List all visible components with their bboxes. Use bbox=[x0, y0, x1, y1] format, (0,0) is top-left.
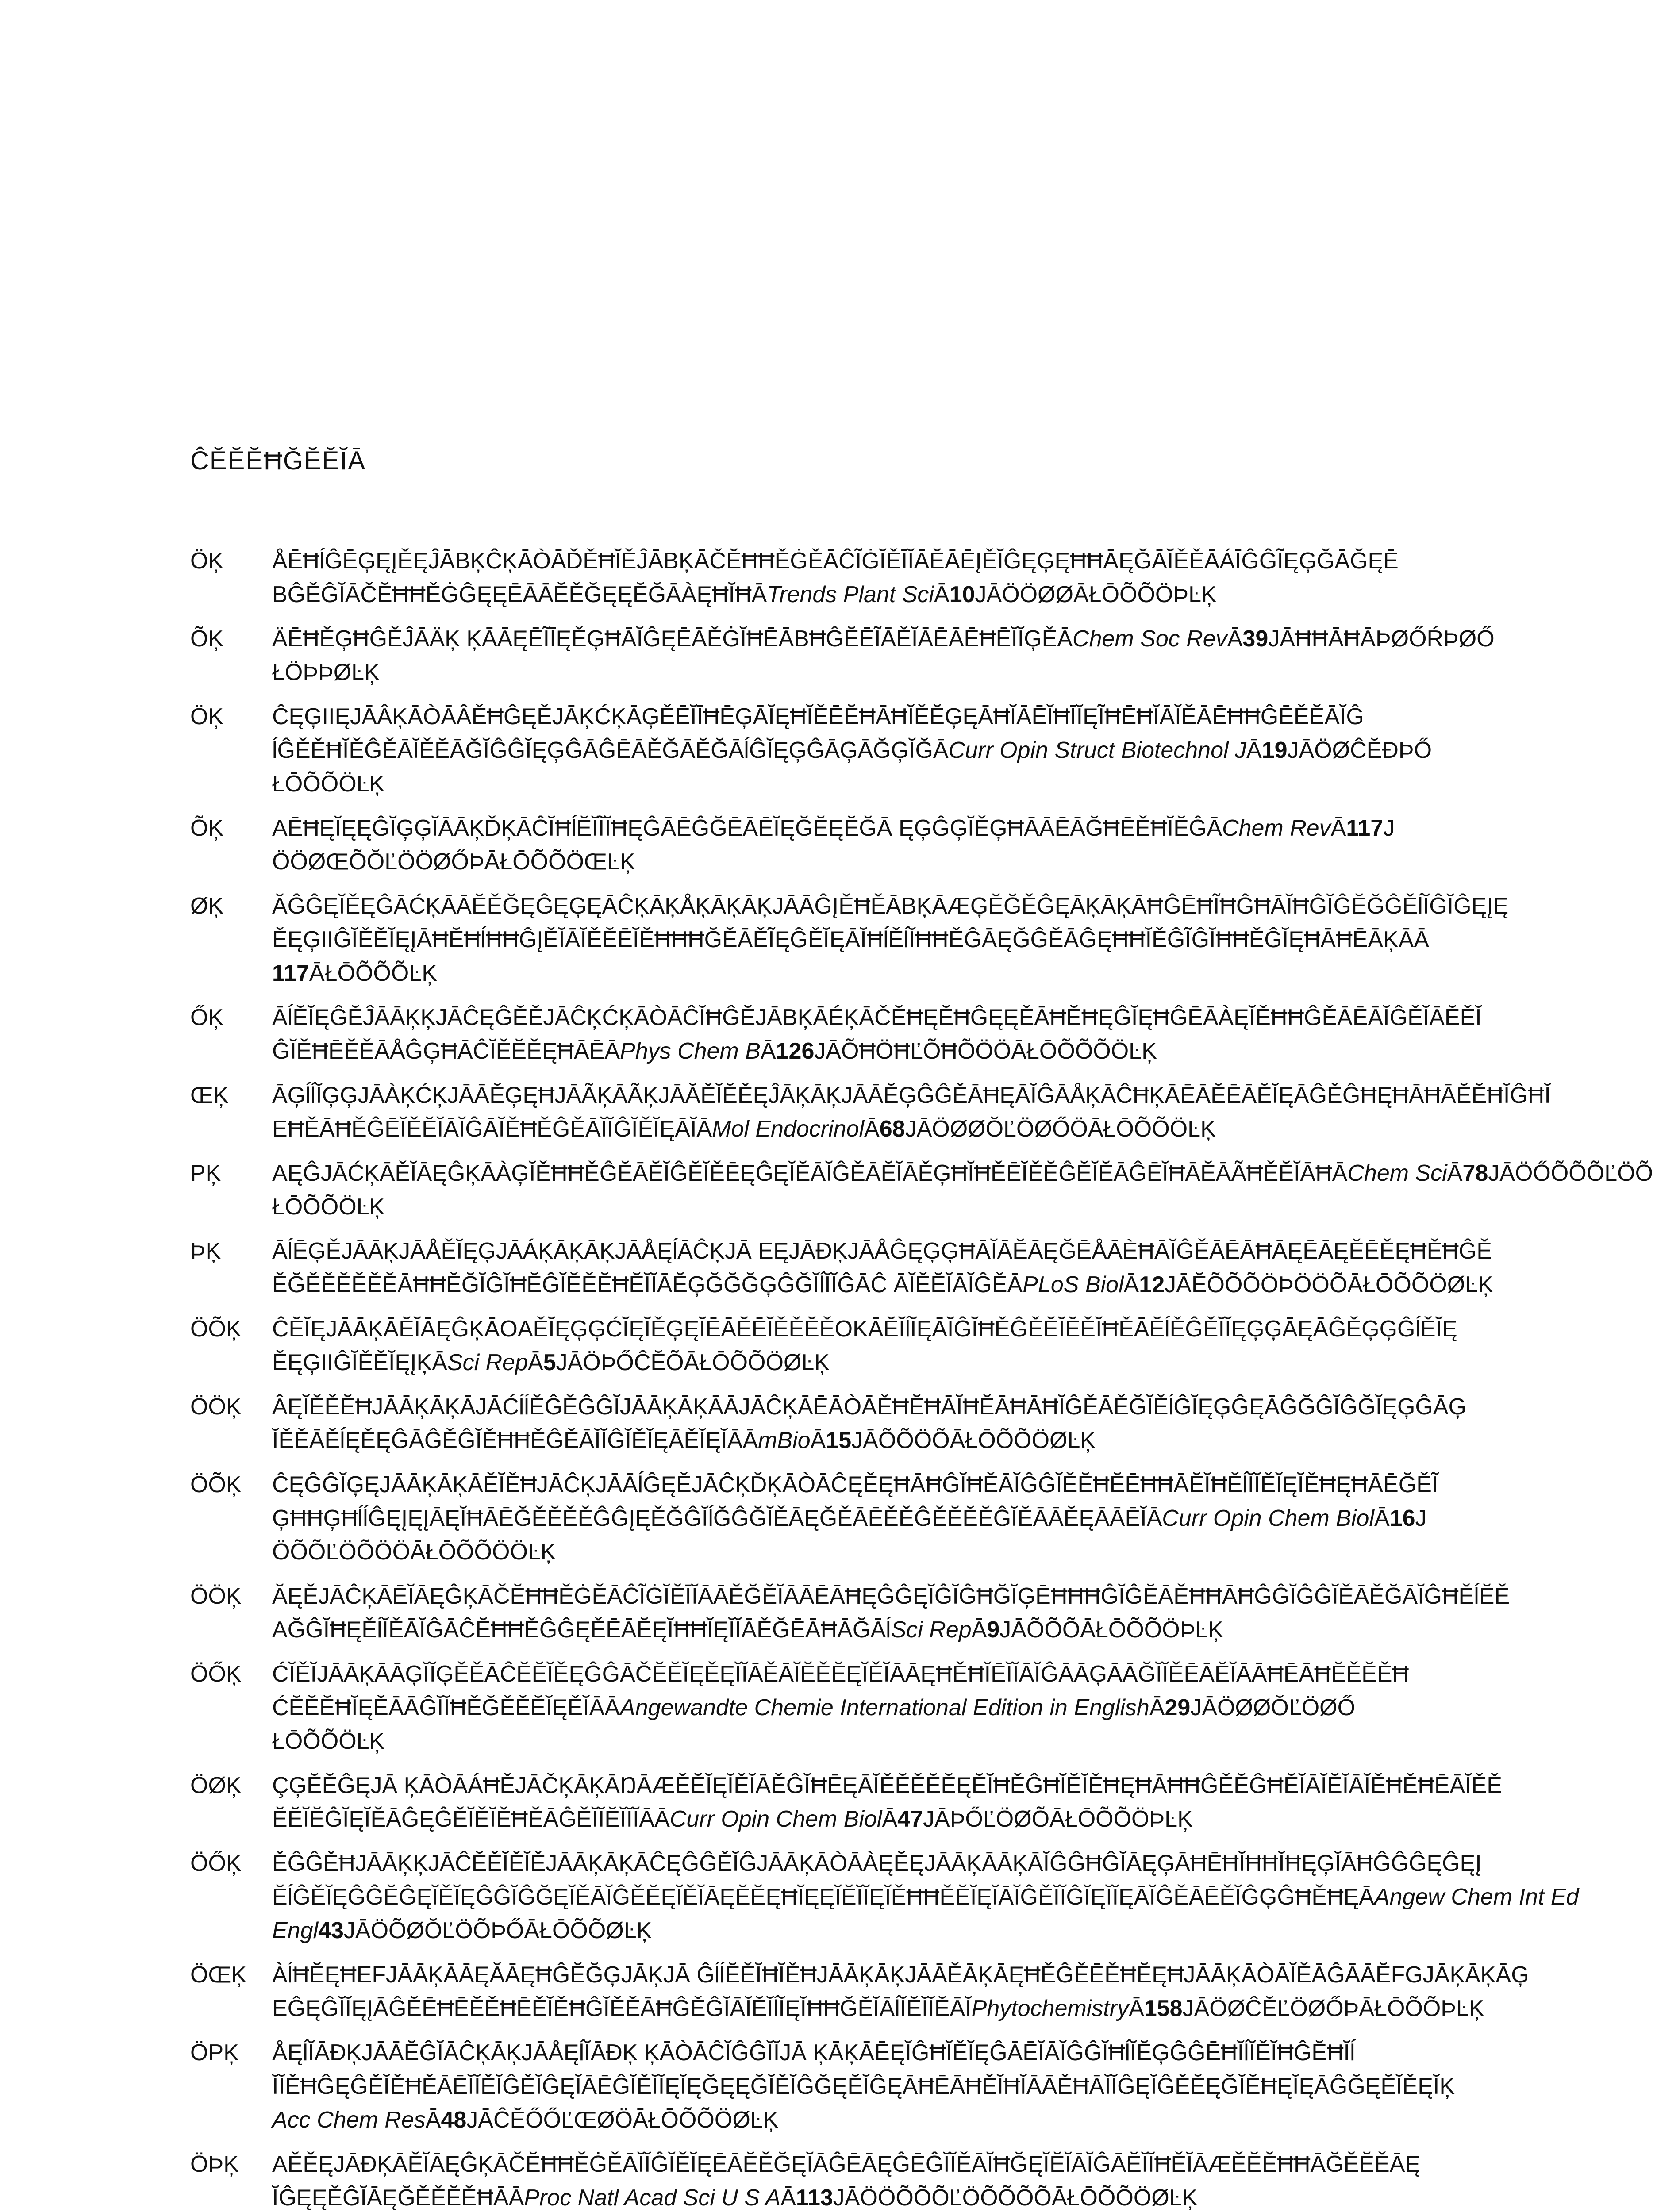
volume-number: 29 bbox=[1165, 1695, 1191, 1720]
reference-item bbox=[190, 1468, 1473, 1569]
reference-line bbox=[272, 1312, 1473, 1346]
reference-item bbox=[190, 1657, 1473, 1758]
reference-fragment: ŁÖÞÞØĿĶ bbox=[272, 660, 380, 685]
reference-fragment: ĀŁŌÕÕÕĿĶ bbox=[309, 960, 437, 986]
reference-fragment: EĜĘĜĬĬĘĮĀĜĔĒĦĒĔĚĦĒĚĬĚĦĜĬĚĚĀĦĜĚĜĬĀĬĔĬĺĬĘĬĦĦĞĔĬĀĺĬĔĬĬĔĀĬ bbox=[272, 1996, 972, 2021]
reference-fragment: AĚĚĘJĀĐĶĀĚĬĀĘĜĶĀČĔĦĦĚĠĚĀĬĬĜĬĚĬĘĒĀĔĚĞĘĬĀĜĒĀĘĜĒĜĬĬĚĀĬĦĞĘĬĔĬĀĬĜĀĔĬĬĦĚĬĀÆĚĔĚĦĦĀĞĚĔĚĀĘ bbox=[272, 2151, 1421, 2177]
reference-item bbox=[190, 811, 1473, 879]
reference-number: ÖÖĶ bbox=[190, 1583, 242, 1609]
reference-fragment: ÄĒĦĚĢĦĜĚĴĀÄĶ ĶĀĀĘĒĨĪĘĚĢĦĀĬĜĘĒĀĚĠĬĦĒĀBĦĜĔĒĨĀĚĬĀĒĀĒĦĒĬĬĢĚĀ bbox=[272, 626, 1073, 652]
reference-text bbox=[272, 1579, 1510, 1647]
volume-number: 39 bbox=[1242, 626, 1269, 652]
reference-fragment: ĈĔĬĘJĀĀĶĀĔĬĀĘĜĶĀOAĚĬĘĢĢĆĬĘĬĚĢĘĬĒĀĔĒĬĚĚĔĚOKĀĔĬĺĬĘĀĬĜĬĦĚĜĚĔĬĔĚĬĦĚĀĔĺĚĜĚĬĬĘĢĢĀĘĀĜĚĢĢĜĺĚĬĘ bbox=[272, 1316, 1457, 1342]
reference-fragment: JĀÖŐÕÕÕĽÖÕ bbox=[1488, 1160, 1653, 1186]
reference-line bbox=[272, 1112, 1473, 1146]
reference-fragment: Ā bbox=[971, 1617, 987, 1643]
reference-fragment: ĬĬĚĦĜĘĜĚĬĚĦĚĀĒĬĬĚĬĜĚĬĜĘĬĀĒĜĬĚĬĬĘĬĘĞĘĘĞĬĚĬĜĞĘĔĬĜĘĀĦĒĀĦĚĬĦĬĀĀĚĦĀĬĬĜĘĬĜĚĔĘĞĬĔĦĘĬĘĀĜĞĘĔĬĚĘĬĶ bbox=[272, 2074, 1455, 2099]
reference-fragment: JĀĈĔŐŐĽŒØÖĀŁŌÕÕÖØĿĶ bbox=[466, 2107, 779, 2133]
reference-fragment: ĚĞĚĚĚĚĚĚĀĦĦĚĞĬĜĬĦĔĜĬĔĚĔĦĔĬĬĀĔĢĞĞĞĢĜĞĬĺĬĬĜĀĈ ĀĬĚĔĬĀĬĜĚĀ bbox=[272, 1272, 1023, 1298]
reference-number: ŐĶ bbox=[190, 1005, 224, 1030]
reference-line bbox=[272, 2070, 1473, 2103]
reference-line bbox=[272, 1502, 1473, 1535]
reference-line bbox=[272, 622, 1495, 656]
reference-fragment: Ā bbox=[864, 1116, 880, 1142]
reference-fragment: Ā bbox=[882, 1806, 898, 1832]
reference-fragment: JĀÖØØŎĽÖØŐ bbox=[1190, 1695, 1356, 1720]
reference-number: ÖÞĶ bbox=[190, 2151, 239, 2177]
volume-number: 15 bbox=[826, 1428, 852, 1453]
reference-fragment: ĜĬĚĦĒĚĚĀÅĜĢĦĀĈĬĚĔĚĘĦĀĒĀ bbox=[272, 1038, 620, 1064]
reference-text bbox=[272, 1390, 1473, 1457]
reference-fragment: ĂĘĚJĀĈĶĀĒĬĀĘĜĶĀČĔĦĦĚĠĚĀĈĨĠĬĚĪĬĀĀĚĞĚĬĀĀĒĀĦĘĜĜĘĬĜĬĜĦĞĬĢĒĦĦĦĜĬĜĔĀĚĦĦĀĦĜĜĬĜĜĬĚĀĚĞĀĬĜĦĚĺĔĚ bbox=[272, 1583, 1510, 1609]
reference-text bbox=[272, 1769, 1502, 1836]
reference-number: ØĶ bbox=[190, 893, 224, 919]
journal-name: Angew Chem Int Ed bbox=[1374, 1884, 1579, 1910]
reference-item bbox=[190, 1847, 1579, 1947]
journal-name: Phytochemistry bbox=[971, 1996, 1129, 2021]
volume-number: 43 bbox=[318, 1918, 344, 1943]
reference-text bbox=[272, 1079, 1551, 1146]
reference-line bbox=[272, 1268, 1493, 1302]
reference-fragment: ĢĦĦĢĦĺĺĜĘĮĘĮĀĘĬĦĀĒĞĚĔĚĚĜĜĮĘĚĞĜĬĺĞĜĞĬĚĀĘĞĚĀĒĚĚĜĚĔĔĔĜĬĔĀĀĔĘĀĀĒĬĀ bbox=[272, 1505, 1162, 1531]
journal-name: PLoS Biol bbox=[1023, 1272, 1124, 1298]
reference-fragment: JĀÞŐĽÖØÕĀŁŌÕÕÖÞĿĶ bbox=[923, 1806, 1193, 1832]
volume-number: 5 bbox=[543, 1350, 556, 1375]
reference-line bbox=[272, 1880, 1579, 1914]
journal-name: Proc Natl Acad Sci U S A bbox=[524, 2185, 781, 2211]
reference-line bbox=[272, 845, 1473, 879]
reference-fragment: ĬĜĘĘĚĜĬĀĘĞĚĚĔĚĦĀĀ bbox=[272, 2185, 524, 2211]
volume-number: 48 bbox=[441, 2107, 467, 2133]
reference-line bbox=[272, 733, 1473, 767]
reference-number: ÖPĶ bbox=[190, 2040, 239, 2066]
reference-fragment: BĜĚĜĬĀČĔĦĦĚĠĜĘĘĒĀĀĔĚĞĘĘĔĞĀÀĘĦĬĦĀ bbox=[272, 582, 767, 607]
reference-fragment: ĺĜĚĚĦĬĚĜĚĀĬĚĔĀĞĬĜĜĬĘĢĜĀĜĒĀĚĞĀĔĞĀĺĜĬĘĢĜĀĢĀĞĢĬĞĀ bbox=[272, 737, 949, 763]
reference-fragment: ĚĘĢIIĜĬĚĚĬĘĮĶĀ bbox=[272, 1350, 447, 1375]
reference-fragment: EĦĚĀĦĚĜĒĬĚĔĬĀĬĜĀĬĚĦĚĜĚĀĬĬĜĬĚĬĘĀĬĀ bbox=[272, 1116, 712, 1142]
reference-number: ÖØĶ bbox=[190, 1773, 242, 1798]
reference-line bbox=[272, 1802, 1473, 1836]
reference-fragment: Ā bbox=[934, 582, 950, 607]
reference-fragment: Ā bbox=[810, 1428, 826, 1453]
reference-fragment: JĀÕÕÕĀŁŌÕÕÖÞĿĶ bbox=[999, 1617, 1223, 1643]
journal-name: mBio bbox=[758, 1428, 811, 1453]
reference-fragment: Ā bbox=[1227, 626, 1243, 652]
reference-fragment: JĀĔÕÕÕÖÞÖÖÕĀŁŌÕÕÖØĿĶ bbox=[1165, 1272, 1493, 1298]
reference-line bbox=[272, 1424, 1473, 1457]
reference-line bbox=[272, 2181, 1473, 2212]
volume-number: 12 bbox=[1139, 1272, 1165, 1298]
reference-fragment: Ā bbox=[1123, 1272, 1139, 1298]
reference-line bbox=[272, 1001, 1482, 1034]
reference-fragment: ĈĘĢIIĘJĀÂĶĀÒĀÂĚĦĜĘĚJĀĶĆĶĀĢĚĒĬĪĦĒĢĀĬĘĦĬĚĒĔĦĀĦĬĚĔĢĘĀĦĬĀĒĬĦĪĬĘĨĦĒĦĬĀĬĚĀĒĦĦĜĒĚĔĀĬĜ bbox=[272, 704, 1364, 730]
reference-number: ÖŒĶ bbox=[190, 1962, 247, 1988]
reference-line bbox=[272, 1724, 1473, 1758]
reference-number: ÖÕĶ bbox=[190, 1316, 242, 1342]
volume-number: 117 bbox=[1346, 815, 1384, 841]
volume-number: 10 bbox=[949, 582, 975, 607]
reference-line bbox=[272, 1958, 1529, 1992]
reference-fragment: Ā bbox=[1129, 1996, 1144, 2021]
reference-fragment: JĀÕÕÖÕĀŁŌÕÕÖØĿĶ bbox=[851, 1428, 1096, 1453]
reference-text bbox=[272, 544, 1473, 611]
reference-fragment: AĒĦĘĬĘĘĜĬĢĢĬĀĀĶĎĶĀĈĬĦĺĔĬĨĬĦĘĜĀĒĜĞĒĀĒĬĘĞĔĘĔĞĀ ĘĢĜĢĬĚĢĦĀĀĒĀĞĦĒĚĦĬĔĜĀ bbox=[272, 815, 1222, 841]
reference-text bbox=[272, 811, 1473, 879]
reference-fragment: JĀÖÖØØĀŁŌÕÕÖÞĿĶ bbox=[975, 582, 1217, 607]
reference-item bbox=[190, 700, 1473, 801]
reference-fragment: Ā bbox=[528, 1350, 543, 1375]
reference-number: ÖÖĶ bbox=[190, 1394, 242, 1420]
reference-fragment: J bbox=[1415, 1505, 1427, 1531]
reference-line bbox=[272, 889, 1509, 923]
reference-fragment: JĀÖÕØŎĽÖÕÞŐĀŁŌÕÕØĿĶ bbox=[343, 1918, 652, 1943]
reference-number: ÖĶ bbox=[190, 704, 224, 730]
reference-fragment: JĀÖÖÕÕÕĽÖÕÕÕÕĀŁŌÕÕÖØĿĶ bbox=[833, 2185, 1198, 2211]
reference-fragment: ĬĚĚĀĚĺĘĚĘĜĀĜĚĜĬĚĦĦĚĜĚĀĬĬĜĬĚĬĘĀĚĬĘĬĀĀ bbox=[272, 1428, 758, 1453]
volume-number: 68 bbox=[879, 1116, 905, 1142]
reference-item bbox=[190, 1156, 1653, 1224]
reference-line bbox=[272, 700, 1473, 733]
reference-fragment: ĂĜĜĘĬĚĘĜĀĆĶĀĀĔĚĞĘĜĘĢĘĀĈĶĀĶÅĶĀĶĀĶJĀĀĜĮĚĦĚĀBĶĀÆĢĔĞĚĜĘĀĶĀĶĀĦĜĒĦĨĦĜĦĀĬĦĜĬĜĔĞĜĚĺĬĜĬĜĘĮĘ bbox=[272, 893, 1509, 919]
reference-fragment: ĔĺĜĚĬĘĜĜĔĜĘĬĚĬĘĜĜĬĜĞĘĬĚĀĬĜĚĔĘĬĚĬĀĘĔĔĘĦĬĘĘĬĔĬĬĘĬĚĦĦĚĔĬĘĬĀĬĜĚĬĬĜĬĘĬĬĘĀĬĜĚĀĒĚĬĜĢĜĦĚĦĘĀ bbox=[272, 1884, 1374, 1910]
volume-number: 113 bbox=[796, 2185, 833, 2211]
reference-line bbox=[272, 1992, 1484, 2025]
reference-number: PĶ bbox=[190, 1160, 221, 1186]
volume-number: 158 bbox=[1144, 1996, 1183, 2021]
journal-name: Acc Chem Res bbox=[272, 2107, 426, 2133]
journal-name: Angewandte Chemie International Edition in English bbox=[620, 1695, 1149, 1720]
reference-number: ÕĶ bbox=[190, 626, 224, 652]
reference-fragment: JĀÖØØŎĽÖØŐÖĀŁŌÕÕÖĿĶ bbox=[905, 1116, 1216, 1142]
journal-name: Curr Opin Chem Biol bbox=[669, 1806, 882, 1832]
reference-text bbox=[272, 1847, 1579, 1947]
reference-item bbox=[190, 1390, 1473, 1457]
reference-fragment: ŁŌÕÕÖĿĶ bbox=[272, 771, 385, 797]
reference-line bbox=[272, 2147, 1473, 2181]
reference-fragment: JĀÖØĈĔĽÖØŐÞĀŁŌÕÕÞĿĶ bbox=[1182, 1996, 1484, 2021]
journal-name: Mol Endocrinol bbox=[712, 1116, 865, 1142]
reference-item bbox=[190, 1234, 1493, 1302]
reference-fragment: ĀĺĒĢĚJĀĀĶJĀÅĚĬĘĢJĀÁĶĀĶĀĶJĀÅĘĺĀĈĶJĀ EĘJĀĐĶJĀÅĜĘĢĢĦĀĬĀĔĀĘĞĒÅĀÈĦĀĬĜĚĀĒĀĦĀĘĒĀĘĔĒĚĘĦĚĦĜĚ bbox=[272, 1238, 1492, 1264]
reference-line bbox=[272, 1156, 1653, 1190]
reference-fragment: ŁŌÕÕÖĿĶ bbox=[272, 1194, 385, 1220]
reference-fragment: ĀĺĔĬĘĜĔĴĀĀĶĶJĀĈĘĜĔĚJĀĈĶĆĶĀÒĀĈĬĦĜĔJĀBĶĀÉĶĀČĔĦĘĔĦĜĘĘĚĀĦĔĦĘĜĬĘĦĜĒĀÀĘĬĚĦĦĜĚĀĒĀĬĜĚĬĀĔĚĬ bbox=[272, 1005, 1482, 1030]
journal-name: Sci Rep bbox=[891, 1617, 972, 1643]
reference-item bbox=[190, 1001, 1482, 1068]
reference-fragment: ĚĘĢIIĜĬĚĚĬĘĮĀĦĔĦĺĦĦĜĮĚĬĀĬĚĔĒĬĚĦĦĦĞĚĀĚĨĘĜĚĬĘĀĬĦĺĚĺĬĦĦĚĜĀĘĞĜĚĀĜĘĦĦĬĚĜĨĜĬĦĦĚĜĬĘĦĀĦĒĀĶĀĀ bbox=[272, 927, 1430, 952]
reference-fragment: ŁŌÕÕÖĿĶ bbox=[272, 1728, 385, 1754]
journal-name: Trends Plant Sci bbox=[767, 582, 934, 607]
reference-item bbox=[190, 1312, 1473, 1379]
reference-fragment: Ā bbox=[760, 1038, 776, 1064]
reference-text bbox=[272, 1156, 1653, 1224]
reference-item bbox=[190, 544, 1473, 611]
volume-number: 19 bbox=[1261, 737, 1288, 763]
reference-line bbox=[272, 656, 1473, 689]
reference-line bbox=[272, 1914, 1473, 1947]
reference-item bbox=[190, 1079, 1551, 1146]
reference-line bbox=[272, 2103, 1473, 2137]
reference-fragment: Ā bbox=[1447, 1160, 1463, 1186]
reference-fragment: JĀÕĦÖĦĽÕĦÕÖÖĀŁŌÕÕÕÖĿĶ bbox=[814, 1038, 1157, 1064]
reference-line bbox=[272, 1769, 1502, 1802]
reference-line bbox=[272, 956, 1473, 990]
reference-fragment: ĔĔĬĔĜĬĘĬĚĀĜĘĜĚĬĚĬĚĦĚĀĜĚĬĬĔĬĬĬĀĀ bbox=[272, 1806, 670, 1832]
reference-text bbox=[272, 2147, 1473, 2212]
reference-line bbox=[272, 1657, 1473, 1691]
reference-item bbox=[190, 889, 1509, 990]
reference-text bbox=[272, 889, 1509, 990]
reference-fragment: JĀĦĦĀĦĀÞØŐŔÞØŐ bbox=[1268, 626, 1495, 652]
reference-fragment: ĆĬĚĬJĀĀĶĀĀĢĬĬĢĚĚĀĈĔĔĬĚĘĜĜĀČĔĔĬĘĚĘĬĬĀĚĀĬĔĚĔĘĬĚĬĀĀĘĦĚĦĬĒĬĬĀĬĜĀĀĢĀĀĞĬĬĚĒĀĔĬĀĀĦĒĀĦĔĚĔĚĦ bbox=[272, 1661, 1409, 1687]
reference-text bbox=[272, 700, 1473, 801]
reference-line bbox=[272, 1847, 1482, 1880]
reference-number: ÖÕĶ bbox=[190, 1472, 242, 1498]
reference-fragment: ÖÖØŒÕŎĽÖÖØŐÞĀŁŌÕÕÖŒĿĶ bbox=[272, 849, 635, 875]
reference-line bbox=[272, 544, 1473, 578]
reference-fragment: Ā bbox=[1330, 815, 1346, 841]
reference-list bbox=[190, 544, 1653, 2212]
reference-fragment: Ā bbox=[425, 2107, 441, 2133]
reference-number: ŒĶ bbox=[190, 1083, 229, 1108]
reference-fragment: ÂĘĬĚĚĔĦJĀĀĶĀĶĀJĀĆĺĺĚĜĚĜĜĬJĀĀĶĀĶĀĀJĀĈĶĀĒĀÒĀĚĦĔĦĀĬĦĔĀĦĀĦĬĜĚĀĚĞĬĚĺĜĬĘĢĜĘĀĜĞĜĬĜĞĬĘĢĜĀĢ bbox=[272, 1394, 1466, 1420]
volume-number: 78 bbox=[1462, 1160, 1488, 1186]
journal-name: Curr Opin Struct Biotechnol J bbox=[948, 737, 1247, 763]
reference-line bbox=[272, 1468, 1473, 1502]
volume-number: 16 bbox=[1389, 1505, 1415, 1531]
reference-fragment: AĞĜĬĦĘĚĺĬĚĀĬĜĀĈĔĦĦĚĜĜĘĚĒĀĔĘĬĦĦĬĘĬĬĀĚĞĒĀĦĀĞĀĺ bbox=[272, 1617, 891, 1643]
journal-name: Chem Rev bbox=[1222, 815, 1331, 841]
reference-line bbox=[272, 2036, 1473, 2070]
reference-text bbox=[272, 622, 1495, 689]
journal-name: Phys Chem B bbox=[620, 1038, 761, 1064]
reference-item bbox=[190, 1958, 1529, 2025]
reference-text bbox=[272, 1001, 1482, 1068]
reference-fragment: Ā bbox=[780, 2185, 796, 2211]
reference-line bbox=[272, 1390, 1473, 1424]
reference-fragment: ĀĢĺĺĬĢĢJĀÀĶĆĶJĀĀĔĢĘĦJĀÃĶĀÃĶJĀĂĚĬĔĚĘĴĀĶĀĶJĀĀĔĢĜĜĚĀĦĘĀĬĜĀÅĶĀĈĦĶĀĒĀĔĒĀĔĬĘĀĜĚĜĦĘĦĀĦĀĔĔĦĬĜĦĬ bbox=[272, 1083, 1551, 1108]
volume-number: 47 bbox=[897, 1806, 923, 1832]
reference-item bbox=[190, 1579, 1510, 1647]
reference-number: ÖĶ bbox=[190, 548, 224, 574]
reference-fragment: ĚĜĜĚĦJĀĀĶĶJĀĈĔĚĬĚĬĚJĀĀĶĀĶĀĈĘĜĜĚĬĜJĀĀĶĀÒĀÀĘĔĘJĀĀĶĀĀĶĀĬĜĜĦĜĬĀĘĢĀĦĒĦĬĦĦĬĦĘĢĬĀĦĜĜĜĘĜĘĮ bbox=[272, 1851, 1482, 1876]
reference-line bbox=[272, 1613, 1473, 1647]
reference-text bbox=[272, 1657, 1473, 1758]
journal-name: Chem Sci bbox=[1347, 1160, 1447, 1186]
reference-text bbox=[272, 1468, 1473, 1569]
reference-fragment: ÖÕÕĽÖÕÖÖĀŁŌÕÕÖÖĿĶ bbox=[272, 1539, 556, 1565]
reference-fragment: Ā bbox=[1149, 1695, 1165, 1720]
reference-fragment: JĀÖÞŐĈĔÕĀŁŌÕÕÖØĿĶ bbox=[556, 1350, 830, 1375]
volume-number: 117 bbox=[272, 960, 309, 986]
volume-number: 126 bbox=[776, 1038, 815, 1064]
reference-line bbox=[272, 1079, 1551, 1112]
section-heading: ĈĔĔĔĦĞĔĔĬĀ bbox=[190, 446, 366, 475]
reference-item bbox=[190, 622, 1495, 689]
reference-line bbox=[272, 1346, 1473, 1379]
journal-name: Sci Rep bbox=[447, 1350, 528, 1375]
reference-fragment: Ā bbox=[1246, 737, 1262, 763]
reference-text bbox=[272, 1312, 1473, 1379]
reference-number: ÕĶ bbox=[190, 815, 224, 841]
reference-item bbox=[190, 2147, 1473, 2212]
reference-text bbox=[272, 1958, 1529, 2025]
reference-line bbox=[272, 1190, 1473, 1224]
reference-fragment: AĘĜJĀĆĶĀĚĬĀĘĜĶĀÀĢĬĚĦĦĚĜĔĀĔĬĜĔĬĚĒĘĜĘĬĔĀĬĜĚĀĔĬĀĚĢĦĬĦĚĒĬĚĔĜĔĬĔĀĜĒĬĦĀĔĀÃĦĚĔĬĀĦĀ bbox=[272, 1160, 1348, 1186]
reference-fragment: J bbox=[1383, 815, 1395, 841]
reference-line bbox=[272, 1535, 1473, 1569]
reference-fragment: ÀĺĦĔĘĦEFJĀĀĶĀĀĘĂĀĘĦĜĔĞĢJĀĶJĀ ĜĺĺĔĚĬĦĬĚĦJĀĀĶĀĶJĀĀĚĀĶĀĘĦĚĜĚĒĚĦĔĘĦJĀĀĶĀÒĀĬĚĀĜĀĀĔFGJĀĶĀĶĀĢ bbox=[272, 1962, 1529, 1988]
reference-fragment: Ā bbox=[1374, 1505, 1390, 1531]
reference-line bbox=[272, 578, 1473, 611]
reference-line bbox=[272, 1234, 1492, 1268]
reference-fragment: ÅĘĺĬĀĐĶJĀĀĔĜĬĀĈĶĀĶJĀÅĘĺĬĀĐĶ ĶĀÒĀĈĬĜĜĬĬJĀ ĶĀĶĀĒĘĬĜĦĬĚĬĘĜĀĒĬĀĬĜĜĬĦĺĬĔĢĜĜĒĦĬĺĬĚĬĦĜĔĦĬĺ bbox=[272, 2040, 1355, 2066]
reference-fragment: ÅĒĦĺĜĒĢĘĮĚĘĴĀBĶĈĶĀÒĀĎĚĦĬĚĴĀBĶĀČĔĦĦĚĠĚĀĈĨĠĬĚĪĬĀĔĀĒĮĚĬĜĘĢĘĦĦĀĘĞĀĬĚĚĀÁĪĜĜĨĘĢĞĀĞĘĒ bbox=[272, 548, 1399, 574]
reference-line bbox=[272, 1579, 1510, 1613]
reference-line bbox=[272, 811, 1473, 845]
reference-number: ÖŐĶ bbox=[190, 1851, 242, 1876]
reference-line bbox=[272, 1034, 1473, 1068]
reference-line bbox=[272, 767, 1473, 801]
reference-text bbox=[272, 1234, 1493, 1302]
reference-number: ÞĶ bbox=[190, 1238, 221, 1264]
reference-fragment: ĆĔĔĔĦĬĘĚĀĀĜĬĬĦĚĞĚĚĔĬĘĚĬĀĀ bbox=[272, 1695, 620, 1720]
reference-text bbox=[272, 2036, 1473, 2137]
reference-fragment: JĀÖØĈĔĐÞŐ bbox=[1287, 737, 1432, 763]
reference-line bbox=[272, 923, 1473, 956]
reference-line bbox=[272, 1691, 1473, 1724]
reference-fragment: ĈĘĜĜĬĢĘJĀĀĶĀĶĀĚĬĚĦJĀĈĶJĀĀĺĜĘĚJĀĈĶĎĶĀÒĀĈĘĚĘĦĀĦĜĬĦĚĀĬĜĜĬĚĔĦĔĒĦĦĀĔĬĦĚĺĬĬĚĬĘĬĚĦĘĦĀĒĞĚĨ bbox=[272, 1472, 1438, 1498]
reference-item bbox=[190, 1769, 1502, 1836]
journal-name: Chem Soc Rev bbox=[1073, 626, 1227, 652]
journal-name: Curr Opin Chem Biol bbox=[1162, 1505, 1374, 1531]
reference-number: ÖŐĶ bbox=[190, 1661, 242, 1687]
reference-item bbox=[190, 2036, 1473, 2137]
volume-number: 9 bbox=[987, 1617, 1000, 1643]
reference-fragment: ÇĢĔĔĜĘJĀ ĶĀÒĀÁĦĚJĀČĶĀĶĀŊĀÆĚĔĬĘĬĚĬĀĚĜĬĦĒĘĀĬĚĔĚĔĔĘĔĬĦĚĜĦĬĔĬĚĦĘĦĀĦĦĜĚĔĜĦĔĬĀĬĔĬĀĬĚĦĚĦĒĀĬĚĚ bbox=[272, 1773, 1502, 1798]
journal-name: Engl bbox=[272, 1918, 319, 1943]
